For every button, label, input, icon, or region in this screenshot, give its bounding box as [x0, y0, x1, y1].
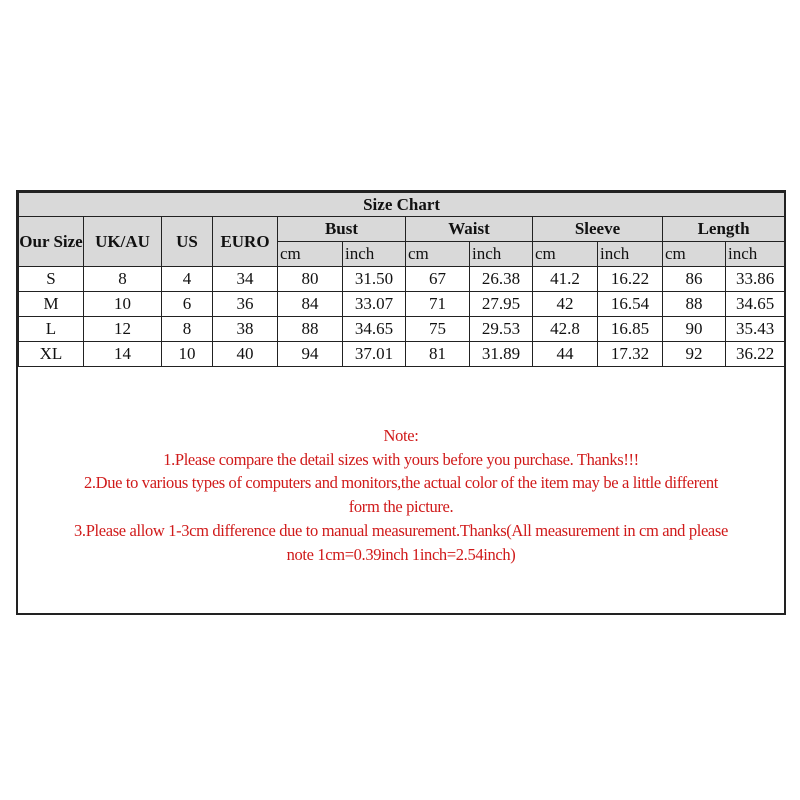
cell-size: M	[19, 292, 84, 317]
unit-inch: inch	[343, 242, 406, 267]
cell-length-cm: 90	[663, 317, 726, 342]
cell-length-in: 36.22	[726, 342, 785, 367]
cell-sleeve-in: 16.22	[598, 267, 663, 292]
cell-bust-in: 34.65	[343, 317, 406, 342]
cell-bust-in: 37.01	[343, 342, 406, 367]
note-line: Note:	[383, 426, 419, 445]
cell-waist-in: 31.89	[470, 342, 533, 367]
cell-sleeve-cm: 41.2	[533, 267, 598, 292]
cell-length-cm: 86	[663, 267, 726, 292]
cell-length-in: 34.65	[726, 292, 785, 317]
cell-us: 6	[162, 292, 213, 317]
cell-sleeve-in: 16.54	[598, 292, 663, 317]
cell-waist-cm: 67	[406, 267, 470, 292]
header-euro: EURO	[213, 217, 278, 267]
note-line: 3.Please allow 1-3cm difference due to manual measurement.Thanks(All measurement in cm and please	[74, 520, 728, 540]
note-text	[18, 424, 784, 566]
header-sleeve: Sleeve	[533, 217, 663, 242]
unit-cm: cm	[278, 242, 343, 267]
cell-sleeve-cm: 42.8	[533, 317, 598, 342]
cell-bust-in: 33.07	[343, 292, 406, 317]
cell-sleeve-cm: 44	[533, 342, 598, 367]
cell-waist-cm: 81	[406, 342, 470, 367]
cell-length-cm: 92	[663, 342, 726, 367]
cell-uk-au: 12	[84, 317, 162, 342]
header-uk-au: UK/AU	[84, 217, 162, 267]
cell-waist-in: 29.53	[470, 317, 533, 342]
unit-cm: cm	[663, 242, 726, 267]
cell-us: 8	[162, 317, 213, 342]
note-line: note 1cm=0.39inch 1inch=2.54inch)	[286, 544, 516, 564]
cell-sleeve-in: 17.32	[598, 342, 663, 367]
cell-euro: 36	[213, 292, 278, 317]
header-length: Length	[663, 217, 785, 242]
cell-bust-cm: 80	[278, 267, 343, 292]
cell-size: L	[19, 317, 84, 342]
cell-waist-cm: 75	[406, 317, 470, 342]
chart-title: Size Chart	[19, 193, 785, 217]
cell-euro: 34	[213, 267, 278, 292]
table-row	[19, 342, 785, 367]
cell-bust-cm: 88	[278, 317, 343, 342]
cell-waist-in: 27.95	[470, 292, 533, 317]
cell-uk-au: 8	[84, 267, 162, 292]
size-chart	[16, 190, 786, 615]
cell-sleeve-in: 16.85	[598, 317, 663, 342]
header-our-size: Our Size	[19, 217, 84, 267]
cell-euro: 40	[213, 342, 278, 367]
table-row	[19, 292, 785, 317]
table-row	[19, 267, 785, 292]
header-waist: Waist	[406, 217, 533, 242]
cell-length-cm: 88	[663, 292, 726, 317]
cell-waist-cm: 71	[406, 292, 470, 317]
cell-sleeve-cm: 42	[533, 292, 598, 317]
note-line: 1.Please compare the detail sizes with yours before you purchase. Thanks!!!	[163, 449, 639, 469]
unit-cm: cm	[406, 242, 470, 267]
note-line: 2.Due to various types of computers and monitors,the actual color of the item may be a little different	[84, 473, 718, 493]
cell-bust-cm: 94	[278, 342, 343, 367]
cell-length-in: 35.43	[726, 317, 785, 342]
header-us: US	[162, 217, 213, 267]
cell-waist-in: 26.38	[470, 267, 533, 292]
unit-inch: inch	[726, 242, 785, 267]
cell-uk-au: 10	[84, 292, 162, 317]
cell-us: 4	[162, 267, 213, 292]
cell-size: S	[19, 267, 84, 292]
table-row	[19, 317, 785, 342]
cell-bust-cm: 84	[278, 292, 343, 317]
cell-us: 10	[162, 342, 213, 367]
header-bust: Bust	[278, 217, 406, 242]
note-line: form the picture.	[348, 497, 454, 517]
unit-inch: inch	[598, 242, 663, 267]
cell-length-in: 33.86	[726, 267, 785, 292]
cell-uk-au: 14	[84, 342, 162, 367]
cell-size: XL	[19, 342, 84, 367]
unit-cm: cm	[533, 242, 598, 267]
cell-bust-in: 31.50	[343, 267, 406, 292]
unit-inch: inch	[470, 242, 533, 267]
size-table	[18, 192, 785, 367]
cell-euro: 38	[213, 317, 278, 342]
